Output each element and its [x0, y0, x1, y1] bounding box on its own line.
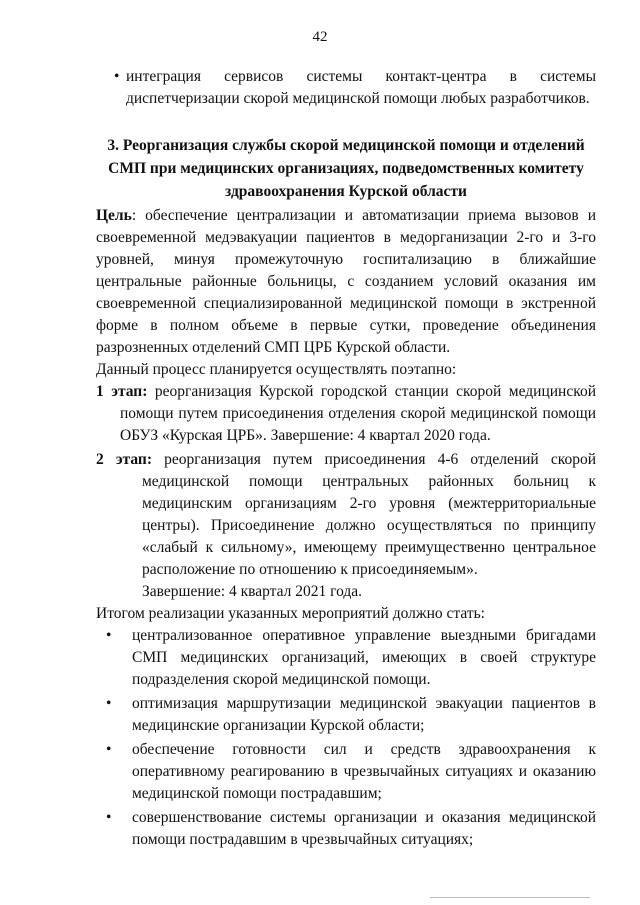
intro-bullet — [114, 66, 596, 110]
list-item — [106, 807, 596, 851]
result-text: обеспечение готовности сил и средств здравоохранения к оперативному реагированию в чрезвычайных ситуациях и оказанию медицинской помощи пострадавшим; — [132, 741, 596, 802]
result-text: совершенствование системы организации и оказания медицинской помощи пострадавшим в чрезвычайных ситуациях; — [132, 809, 596, 848]
result-text: централизованное оперативное управление выездными бригадами СМП медицинских организаций, имеющих в своей структуре подразделения скорой медицинской помощи. — [132, 627, 596, 688]
heading-line-3: здравоохранения Курской области — [225, 183, 467, 200]
stage-1 — [96, 381, 596, 447]
result-text: оптимизация маршрутизации медицинской эвакуации пациентов в медицинские организации Курской области; — [132, 695, 596, 734]
bullet-marker: • — [106, 809, 112, 826]
list-item — [106, 693, 596, 737]
stage-2-text: реорганизация путем присоединения 4-6 отделений скорой медицинской помощи центральных районных больниц к медицинским организациям 2-го уровня (межтерриториальные центры). Присоединение должно осуществляться по принципу «слабый к сильному», имеющему преимущественно центральное расположение по отношению к присоединяемым». — [142, 451, 597, 578]
bullet-marker: • — [106, 627, 112, 644]
page-number: 42 — [312, 29, 328, 45]
intro-bullet-text: интеграция сервисов системы контакт-центра в системы диспетчеризации скорой медицинской помощи любых разработчиков. — [126, 68, 596, 107]
goal-paragraph — [96, 205, 596, 359]
section-heading — [96, 134, 596, 203]
stage-1-text: реорганизация Курской городской станции скорой медицинской помощи путем присоединения отделения скорой медицинской помощи ОБУЗ «Курская ЦРБ». Завершение: 4 квартал 2020 года. — [120, 383, 597, 444]
process-text: Данный процесс планируется осуществлять поэтапно: — [96, 361, 457, 378]
stage-2-label: 2 этап: — [96, 451, 153, 468]
bullet-marker: • — [106, 741, 112, 758]
bullet-marker: • — [106, 695, 112, 712]
heading-line-1: 3. Реорганизация службы скорой медицинской помощи и отделений — [107, 137, 585, 154]
stage-2 — [96, 449, 596, 603]
bullet-marker: • — [114, 68, 120, 85]
list-item — [106, 739, 596, 805]
goal-text: : обеспечение централизации и автоматизации приема вызовов и своевременной медэвакуации пациентов в медорганизации 2-го и 3-го уровней, минуя промежуточную госпитализацию в ближайшие центральные районные больницы, с созданием условий оказания им своевременной специализированной медицинской помощи в экстренной форме в полном объеме в первые сутки, проведение объединения разрозненных отделений СМП ЦРБ Курской области. — [96, 207, 596, 356]
stage-1-label: 1 этап: — [96, 383, 148, 400]
list-item — [106, 625, 596, 691]
page-edge-line — [430, 897, 590, 898]
document-body — [96, 66, 596, 853]
heading-line-2: СМП при медицинских организациях, подведомственных комитету — [108, 160, 584, 177]
results-list — [96, 625, 596, 851]
goal-label: Цель — [96, 207, 132, 224]
result-intro: Итогом реализации указанных мероприятий должно стать: — [96, 605, 485, 622]
stage-2-completion: Завершение: 4 квартал 2021 года. — [142, 583, 363, 600]
